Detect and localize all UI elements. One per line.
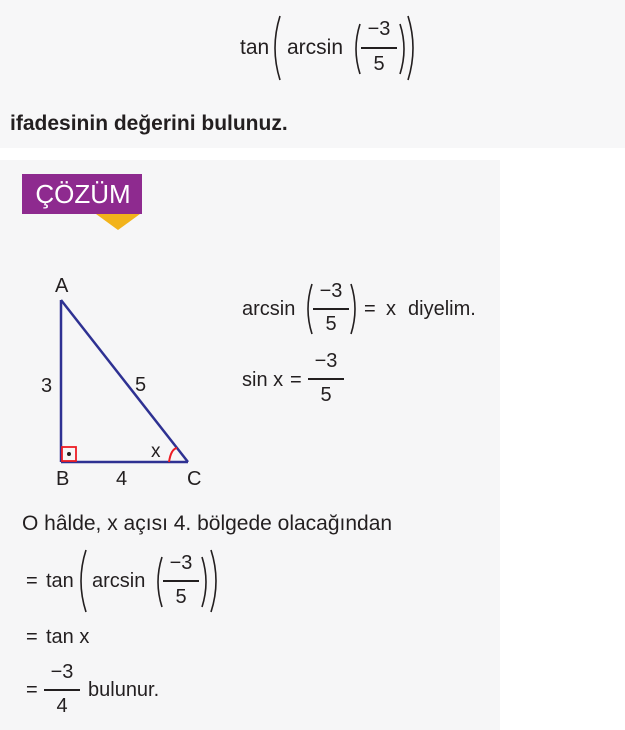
step1-text: diyelim.	[408, 298, 476, 320]
vertex-b-label: B	[56, 468, 70, 490]
step2-fraction-bar	[308, 378, 344, 380]
step2-equals: =	[290, 369, 302, 391]
badge-tail-triangle	[96, 214, 140, 230]
fraction-numerator: −3	[367, 18, 391, 40]
line3-fraction	[44, 661, 80, 721]
step2-lhs: sin x	[242, 369, 284, 391]
line1-numerator: −3	[169, 552, 193, 574]
step1-denominator: 5	[325, 313, 337, 335]
step2-numerator: −3	[314, 350, 338, 372]
outer-paren-right	[405, 14, 419, 82]
line3-denominator: 4	[56, 695, 68, 717]
line3-text: bulunur.	[88, 679, 160, 701]
step2-fraction	[308, 350, 344, 410]
step1-numerator: −3	[319, 280, 343, 302]
side-bc-label: 4	[116, 468, 128, 490]
line3-numerator: −3	[50, 661, 74, 683]
angle-x-label: x	[151, 441, 161, 462]
right-angle-dot	[67, 452, 71, 456]
line1-equals: =	[26, 570, 38, 592]
line1-arcsin: arcsin	[92, 570, 146, 592]
line2-equals: =	[26, 626, 38, 648]
step1-fraction	[313, 280, 349, 340]
step2-denominator: 5	[320, 384, 332, 406]
vertex-a-label: A	[55, 275, 69, 297]
step1-fraction-bar	[313, 308, 349, 310]
step1-paren-right	[348, 282, 360, 336]
line3-equals: =	[26, 679, 38, 701]
solution-badge: ÇÖZÜM	[22, 174, 142, 214]
line1-outer-paren-right	[208, 548, 222, 614]
step1-equals: =	[364, 298, 376, 320]
side-ac-line	[61, 300, 188, 462]
vertex-c-label: C	[187, 468, 202, 490]
angle-x-arc	[169, 448, 177, 462]
line1-outer-paren-left	[75, 548, 89, 614]
question-text: ifadesinin değerini bulunuz.	[10, 112, 288, 135]
outer-paren-left	[269, 14, 283, 82]
line1-fraction	[163, 552, 199, 612]
right-triangle-figure	[30, 270, 220, 495]
arcsin-function: arcsin	[287, 36, 344, 59]
fraction-denominator: 5	[373, 53, 385, 75]
side-ab-label: 3	[41, 375, 53, 397]
step1-arcsin: arcsin	[242, 298, 296, 320]
note-text: O hâlde, x açısı 4. bölgede olacağından	[22, 512, 393, 535]
line3-fraction-bar	[44, 689, 80, 691]
tan-function: tan	[240, 36, 270, 59]
side-ac-label: 5	[135, 374, 147, 396]
line1-fraction-bar	[163, 580, 199, 582]
line2-expression: tan x	[46, 626, 90, 648]
step1-variable: x	[386, 298, 396, 320]
line1-denominator: 5	[175, 586, 187, 608]
problem-fraction	[361, 18, 397, 80]
fraction-bar	[361, 47, 397, 49]
line1-tan: tan	[46, 570, 74, 592]
